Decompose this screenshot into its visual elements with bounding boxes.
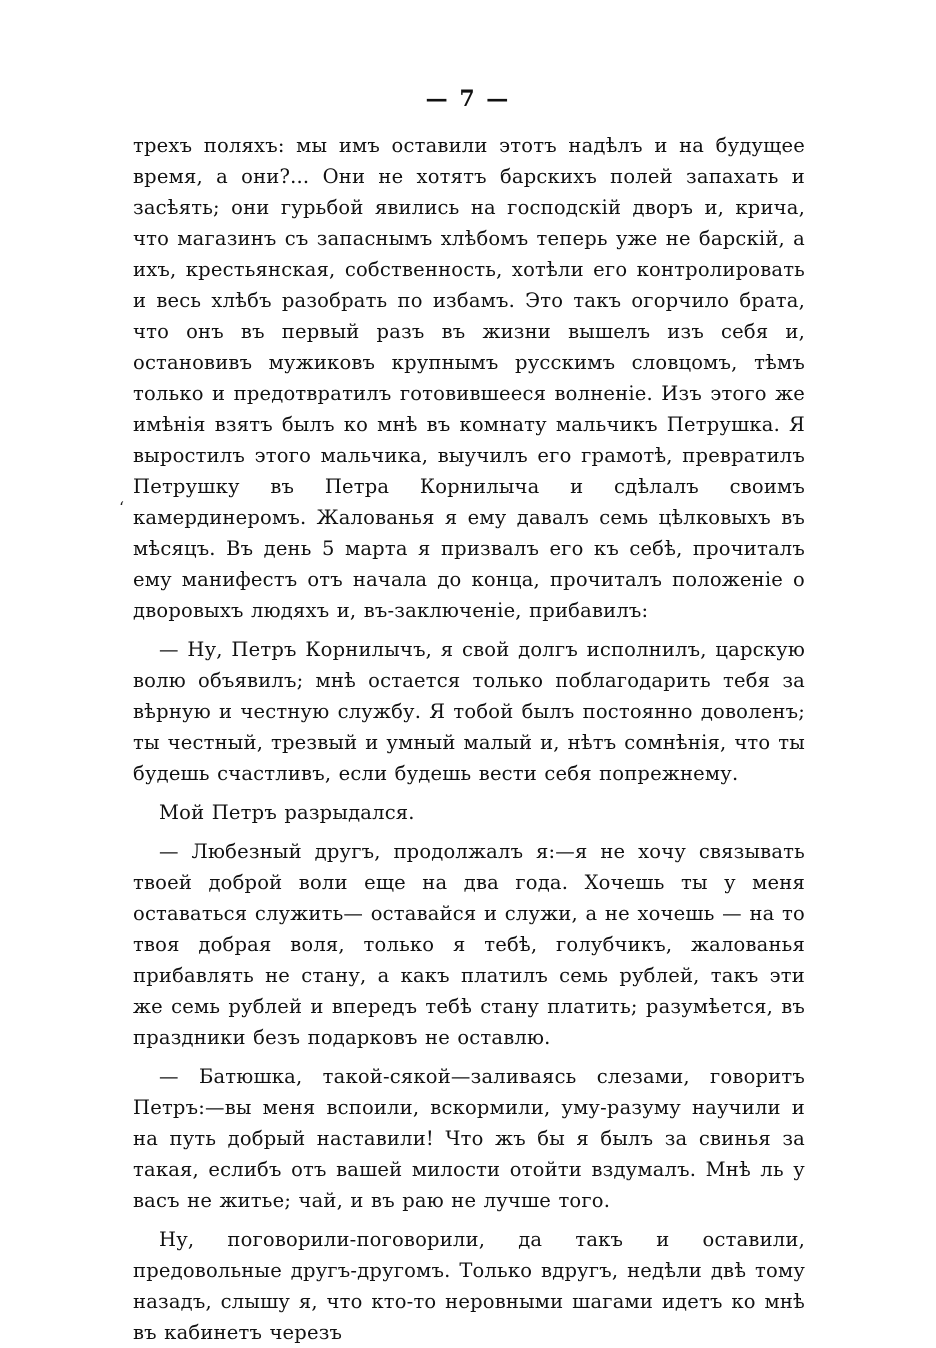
page-number: — 7 — — [425, 86, 511, 112]
paragraph-petr-cries: Мой Петръ разрыдался. — [159, 801, 415, 824]
margin-ink-mark: ʻ — [119, 498, 125, 517]
paragraph-dialogue-3: — Батюшка, такой-сякой—заливаясь слезами, говоритъ Петръ:—вы меня вспоили, вскормили, уму-разуму научили и на путь добрый наставили! Что жъ бы я былъ за свинья за такая, еслибъ отъ вашей милости отойти вздумалъ. Мнѣ ль у васъ не житье; чай, и въ раю не лучше того. — [133, 1065, 805, 1212]
body-text — [133, 130, 805, 1348]
paragraph-dialogue-1: — Ну, Петръ Корнилычъ, я свой долгъ исполнилъ, царскую волю объявилъ; мнѣ остается только поблагодарить тебя за вѣрную и честную службу. Я тобой былъ постоянно доволенъ; ты честный, трезвый и умный малый и, нѣтъ сомнѣнія, что ты будешь счастливъ, если будешь вести себя попрежнему. — [133, 638, 805, 785]
paragraph-continuation: трехъ поляхъ: мы имъ оставили этотъ надѣлъ и на будущее время, а они?... Они не хотятъ барскихъ полей запахать и засѣять; они гурьбой явились на господскій дворъ и, крича, что магазинъ съ запаснымъ хлѣбомъ теперь уже не барскій, а ихъ, крестьянская, собственность, хотѣли его контролировать и весь хлѣбъ разобрать по избамъ. Это такъ огорчило брата, что онъ въ первый разъ въ жизни вышелъ изъ себя и, остановивъ мужиковъ крупнымъ русскимъ словцомъ, тѣмъ только и предотвратилъ готовившееся волненіе. Изъ этого же имѣнія взятъ былъ ко мнѣ въ комнату мальчикъ Петрушка. Я выростилъ этого мальчика, выучилъ его грамотѣ, превратилъ Петрушку въ Петра Корнилыча и сдѣлалъ своимъ камердинеромъ. Жалованья я ему давалъ семь цѣлковыхъ въ мѣсяцъ. Въ день 5 марта я призвалъ его къ себѣ, прочиталъ ему манифестъ отъ начала до конца, прочиталъ положеніе о дворовыхъ людяхъ и, въ-заключеніе, прибавилъ: — [133, 134, 805, 622]
paragraph-dialogue-2: — Любезный другъ, продолжалъ я:—я не хочу связывать твоей доброй воли еще на два года. Хочешь ты у меня оставаться служить— оставайся и служи, а не хочешь — на то твоя добрая воля, только я тебѣ, голубчикъ, жалованья прибавлять не стану, а какъ платилъ семь рублей, такъ эти же семь рублей и впередъ тебѣ стану платить; разумѣется, въ праздники безъ подарковъ не оставлю. — [133, 840, 805, 1049]
paragraph-closing: Ну, поговорили-поговорили, да такъ и оставили, предовольные другъ-другомъ. Только вдругъ, недѣли двѣ тому назадъ, слышу я, что кто-то неровными шагами идетъ ко мнѣ въ кабинетъ черезъ — [133, 1228, 805, 1344]
